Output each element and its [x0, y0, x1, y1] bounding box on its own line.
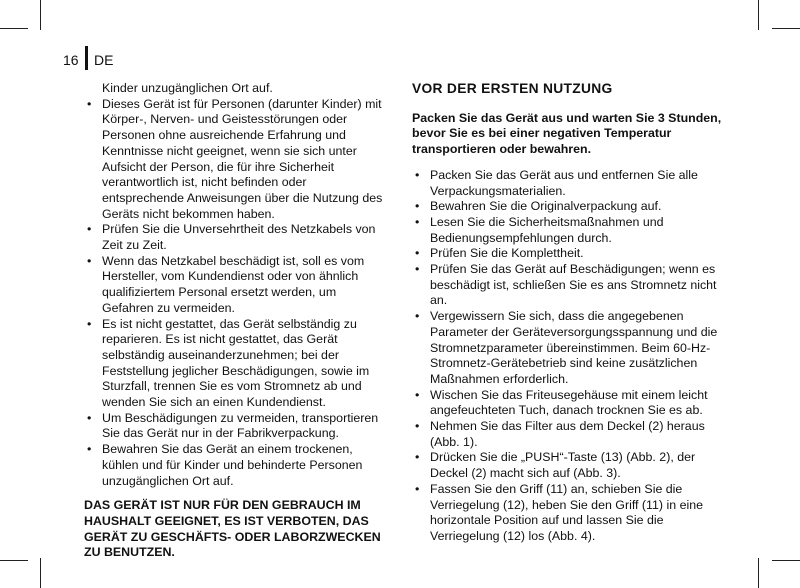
crop-mark: [40, 558, 41, 588]
crop-mark: [0, 560, 28, 561]
list-item: • Drücken Sie die „PUSH“-Taste (13) (Abb. 2), der Deckel (2) macht sich auf (Abb. 3).: [412, 450, 722, 481]
right-column: [412, 81, 722, 545]
list-item: • Prüfen Sie die Komplettheit.: [412, 246, 722, 262]
safety-list: [84, 97, 384, 490]
continuation-text: Kinder unzugänglichen Ort auf.: [102, 81, 273, 95]
list-item: • Packen Sie das Gerät aus und entfernen Sie alle Verpackungsmaterialien.: [412, 168, 722, 199]
crop-mark: [0, 28, 28, 29]
first-use-list: [412, 168, 722, 545]
list-item: • Bewahren Sie das Gerät an einem trockenen, kühlen und für Kinder und behinderte Personen unzugänglichen Ort auf.: [84, 442, 384, 489]
section-intro: Packen Sie das Gerät aus und warten Sie 3 Stunden, bevor Sie es bei einer negativen Temperatur transportieren oder bewahren.: [412, 110, 722, 157]
list-item: • Wischen Sie das Friteusegehäuse mit einem leicht angefeuchteten Tuch, danach trocknen Sie es ab.: [412, 388, 722, 419]
list-item: • Bewahren Sie die Originalverpackung auf.: [412, 199, 722, 215]
crop-mark: [772, 28, 800, 29]
crop-mark: [758, 558, 759, 588]
crop-mark: [40, 0, 41, 30]
page-number: 16: [63, 52, 79, 68]
language-label: DE: [94, 52, 114, 68]
section-title: VOR DER ERSTEN NUTZUNG: [412, 81, 613, 96]
list-item: • Prüfen Sie das Gerät auf Beschädigungen; wenn es beschädigt ist, schließen Sie es ans Stromnetz nicht an.: [412, 262, 722, 309]
list-item: • Dieses Gerät ist für Personen (darunter Kinder) mit Körper-, Nerven- und Geistesstörungen oder Personen ohne ausreichende Erfahrung und Kenntnisse nicht geeignet, wenn sie sich unter Aufsicht der Person, die für ihre Sicherheit verantwortlich ist, nicht befinden oder entsprechende Anweisungen über die Nutzung des Geräts nicht bekommen haben.: [84, 97, 384, 223]
household-warning: DAS GERÄT IST NUR FÜR DEN GEBRAUCH IM HAUSHALT GEEIGNET, ES IST VERBOTEN, DAS GERÄT ZU GESCHÄFTS- ODER LABORZWECKEN ZU BENUTZEN.: [84, 498, 381, 560]
list-item: • Nehmen Sie das Filter aus dem Deckel (2) heraus (Abb. 1).: [412, 419, 722, 450]
list-item: • Vergewissern Sie sich, dass die angegebenen Parameter der Geräteversorgungsspannung und die Stromnetzparameter übereinstimmen. Beim 60-Hz-Stromnetz-Gerätebetrieb sind keine zusätzlichen Maßnahmen erforderlich.: [412, 309, 722, 388]
list-item: • Es ist nicht gestattet, das Gerät selbständig zu reparieren. Es ist nicht gestattet, das Gerät selbständig auseinanderzunehmen; bei der Feststellung jeglicher Beschädigungen, sowie im Sturzfall, trennen Sie es vom Stromnetz ab und wenden Sie sich an einen Kundendienst.: [84, 317, 384, 411]
crop-mark: [758, 0, 759, 30]
list-item: • Lesen Sie die Sicherheitsmaßnahmen und Bedienungsempfehlungen durch.: [412, 215, 722, 246]
list-item: • Um Beschädigungen zu vermeiden, transportieren Sie das Gerät nur in der Fabrikverpackung.: [84, 411, 384, 442]
header-divider: [85, 46, 88, 70]
list-item: • Wenn das Netzkabel beschädigt ist, soll es vom Hersteller, vom Kundendienst oder von ähnlich qualifiziertem Personal ersetzt werden, um Gefahren zu vermeiden.: [84, 254, 384, 317]
crop-mark: [772, 560, 800, 561]
list-item: • Prüfen Sie die Unversehrtheit des Netzkabels von Zeit zu Zeit.: [84, 222, 384, 253]
left-column: [84, 81, 384, 561]
list-item: • Fassen Sie den Griff (11) an, schieben Sie die Verriegelung (12), heben Sie den Griff (11) in eine horizontale Position auf und lassen Sie die Verriegelung (12) los (Abb. 4).: [412, 482, 722, 545]
